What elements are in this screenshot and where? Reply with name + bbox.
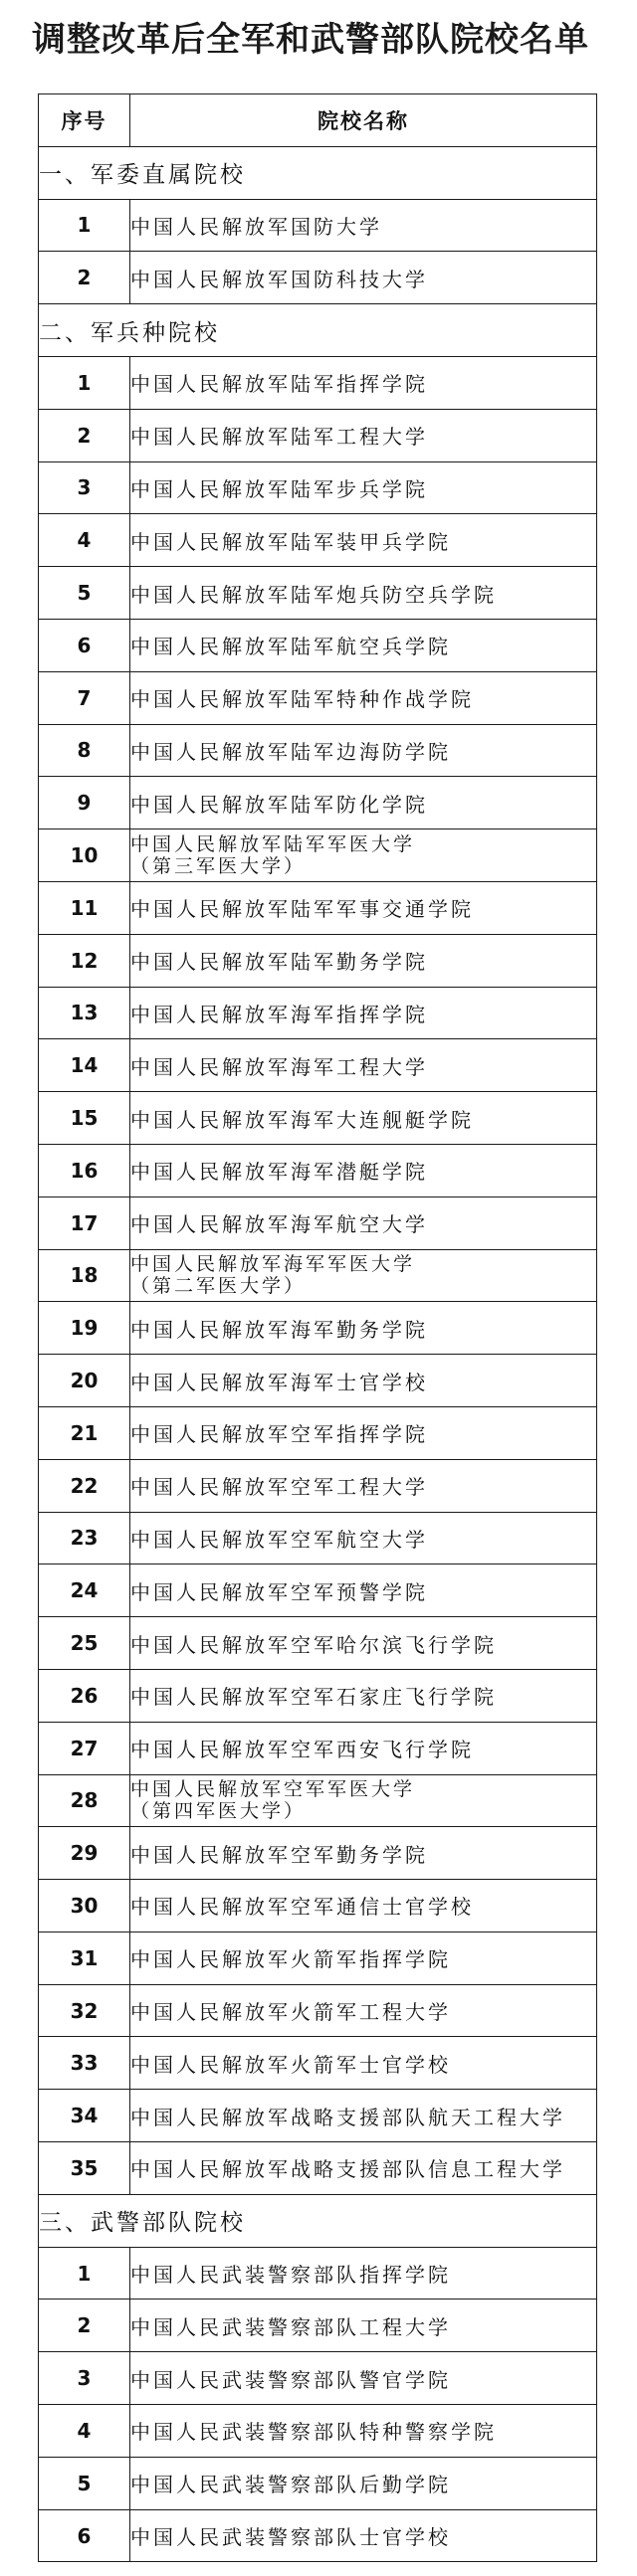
school-name: 中国人民解放军陆军指挥学院 — [130, 356, 597, 409]
row-number: 5 — [39, 2457, 130, 2509]
school-name: 中国人民解放军陆军步兵学院 — [130, 461, 597, 514]
table-row — [39, 1092, 597, 1145]
table-row — [39, 1669, 597, 1722]
section-header-row — [39, 304, 597, 357]
table-row — [39, 987, 597, 1039]
row-number: 3 — [39, 461, 130, 514]
row-number: 20 — [39, 1355, 130, 1407]
table-row — [39, 1406, 597, 1459]
school-name: 中国人民解放军海军大连舰艇学院 — [130, 1092, 597, 1145]
row-number: 22 — [39, 1459, 130, 1512]
row-number: 8 — [39, 724, 130, 777]
page-title: 调整改革后全军和武警部队院校名单 — [32, 20, 589, 60]
table-row — [39, 2090, 597, 2142]
school-name: 中国人民解放军国防科技大学 — [130, 252, 597, 304]
table-row — [39, 829, 597, 882]
row-number: 2 — [39, 409, 130, 461]
school-name: 中国人民解放军陆军特种作战学院 — [130, 671, 597, 724]
table-row — [39, 409, 597, 461]
row-number: 26 — [39, 1669, 130, 1722]
school-name: 中国人民解放军空军预警学院 — [130, 1564, 597, 1617]
school-name: 中国人民解放军火箭军士官学校 — [130, 2037, 597, 2090]
school-name: 中国人民解放军空军石家庄飞行学院 — [130, 1669, 597, 1722]
school-name-cell — [130, 1774, 597, 1827]
row-number: 15 — [39, 1092, 130, 1145]
row-number: 27 — [39, 1722, 130, 1774]
row-number: 3 — [39, 2352, 130, 2405]
table-row — [39, 356, 597, 409]
table-row — [39, 2509, 597, 2562]
school-name: 中国人民解放军海军士官学校 — [130, 1355, 597, 1407]
school-name: 中国人民武装警察部队特种警察学院 — [130, 2405, 597, 2458]
school-name: 中国人民解放军陆军炮兵防空兵学院 — [130, 567, 597, 620]
school-name: 中国人民解放军空军西安飞行学院 — [130, 1722, 597, 1774]
school-name: 中国人民解放军空军勤务学院 — [130, 1827, 597, 1880]
school-name: 中国人民解放军海军工程大学 — [130, 1039, 597, 1092]
table-row — [39, 881, 597, 934]
row-number: 9 — [39, 777, 130, 829]
row-number: 23 — [39, 1512, 130, 1564]
table-row — [39, 2405, 597, 2458]
school-former-name: （第四军医大学） — [130, 1800, 307, 1823]
row-number: 16 — [39, 1144, 130, 1196]
table-row — [39, 934, 597, 987]
table-row — [39, 1302, 597, 1355]
school-name: 中国人民解放军火箭军工程大学 — [130, 1984, 597, 2037]
row-number: 34 — [39, 2090, 130, 2142]
school-name: 中国人民解放军陆军军事交通学院 — [130, 881, 597, 934]
row-number: 33 — [39, 2037, 130, 2090]
row-number: 24 — [39, 1564, 130, 1617]
school-name: 中国人民解放军空军通信士官学校 — [130, 1880, 597, 1932]
row-number: 14 — [39, 1039, 130, 1092]
row-number: 4 — [39, 514, 130, 567]
row-number: 18 — [39, 1249, 130, 1302]
table-row — [39, 2300, 597, 2352]
row-number: 29 — [39, 1827, 130, 1880]
row-number: 21 — [39, 1406, 130, 1459]
school-name-cell — [130, 829, 597, 882]
school-name-cell — [130, 1249, 597, 1302]
row-number: 4 — [39, 2405, 130, 2458]
table-row — [39, 199, 597, 252]
table-row — [39, 2247, 597, 2300]
school-name: 中国人民解放军战略支援部队航天工程大学 — [130, 2090, 597, 2142]
table-row — [39, 1932, 597, 1984]
school-name: 中国人民武装警察部队士官学校 — [130, 2509, 597, 2562]
column-header-index: 序号 — [39, 94, 130, 147]
school-name: 中国人民解放军陆军工程大学 — [130, 409, 597, 461]
table-row — [39, 567, 597, 620]
column-header-name: 院校名称 — [130, 94, 597, 147]
row-number: 35 — [39, 2142, 130, 2195]
row-number: 5 — [39, 567, 130, 620]
row-number: 10 — [39, 829, 130, 882]
school-name: 中国人民解放军陆军军医大学 — [130, 833, 416, 856]
school-name: 中国人民解放军陆军装甲兵学院 — [130, 514, 597, 567]
table-row — [39, 252, 597, 304]
table-row — [39, 1039, 597, 1092]
table-row — [39, 2037, 597, 2090]
table-row — [39, 777, 597, 829]
row-number: 30 — [39, 1880, 130, 1932]
school-name: 中国人民解放军陆军勤务学院 — [130, 934, 597, 987]
section-title: 一、军委直属院校 — [39, 146, 597, 199]
section-title: 三、武警部队院校 — [39, 2194, 597, 2247]
row-number: 7 — [39, 671, 130, 724]
row-number: 17 — [39, 1196, 130, 1249]
table-row — [39, 1355, 597, 1407]
school-name: 中国人民武装警察部队工程大学 — [130, 2300, 597, 2352]
school-name: 中国人民解放军火箭军指挥学院 — [130, 1932, 597, 1984]
school-name: 中国人民解放军空军工程大学 — [130, 1459, 597, 1512]
school-name: 中国人民武装警察部队指挥学院 — [130, 2247, 597, 2300]
row-number: 2 — [39, 2300, 130, 2352]
table-row — [39, 1512, 597, 1564]
school-name: 中国人民解放军空军航空大学 — [130, 1512, 597, 1564]
table-row — [39, 1459, 597, 1512]
table-row — [39, 1774, 597, 1827]
row-number: 6 — [39, 619, 130, 671]
school-name: 中国人民解放军陆军防化学院 — [130, 777, 597, 829]
school-name: 中国人民解放军陆军航空兵学院 — [130, 619, 597, 671]
section-header-row — [39, 146, 597, 199]
row-number: 6 — [39, 2509, 130, 2562]
school-name: 中国人民解放军海军航空大学 — [130, 1196, 597, 1249]
table-header-row — [39, 94, 597, 147]
row-number: 11 — [39, 881, 130, 934]
row-number: 1 — [39, 2247, 130, 2300]
table-row — [39, 671, 597, 724]
school-name: 中国人民解放军海军勤务学院 — [130, 1302, 597, 1355]
row-number: 1 — [39, 356, 130, 409]
table-row — [39, 1722, 597, 1774]
table-row — [39, 1249, 597, 1302]
section-title: 二、军兵种院校 — [39, 304, 597, 357]
school-name: 中国人民解放军空军指挥学院 — [130, 1406, 597, 1459]
table-row — [39, 2352, 597, 2405]
table-row — [39, 1564, 597, 1617]
section-header-row — [39, 2194, 597, 2247]
table-row — [39, 2457, 597, 2509]
table-row — [39, 1880, 597, 1932]
school-name: 中国人民解放军海军指挥学院 — [130, 987, 597, 1039]
table-row — [39, 1984, 597, 2037]
row-number: 1 — [39, 199, 130, 252]
row-number: 25 — [39, 1617, 130, 1670]
table-row — [39, 1144, 597, 1196]
school-name: 中国人民武装警察部队警官学院 — [130, 2352, 597, 2405]
row-number: 28 — [39, 1774, 130, 1827]
school-name: 中国人民解放军空军军医大学 — [130, 1778, 416, 1801]
school-list-table — [38, 93, 597, 2562]
row-number: 12 — [39, 934, 130, 987]
row-number: 13 — [39, 987, 130, 1039]
school-former-name: （第二军医大学） — [130, 1275, 307, 1298]
school-name: 中国人民解放军国防大学 — [130, 199, 597, 252]
table-row — [39, 724, 597, 777]
table-row — [39, 619, 597, 671]
row-number: 19 — [39, 1302, 130, 1355]
table-row — [39, 1196, 597, 1249]
table-row — [39, 1827, 597, 1880]
table-row — [39, 2142, 597, 2195]
row-number: 2 — [39, 252, 130, 304]
school-name: 中国人民解放军陆军边海防学院 — [130, 724, 597, 777]
school-name: 中国人民解放军海军潜艇学院 — [130, 1144, 597, 1196]
table-row — [39, 514, 597, 567]
school-name: 中国人民解放军空军哈尔滨飞行学院 — [130, 1617, 597, 1670]
school-name: 中国人民武装警察部队后勤学院 — [130, 2457, 597, 2509]
table-row — [39, 461, 597, 514]
row-number: 32 — [39, 1984, 130, 2037]
school-name: 中国人民解放军海军军医大学 — [130, 1253, 416, 1276]
school-former-name: （第三军医大学） — [130, 855, 307, 878]
school-name: 中国人民解放军战略支援部队信息工程大学 — [130, 2142, 597, 2195]
row-number: 31 — [39, 1932, 130, 1984]
table-row — [39, 1617, 597, 1670]
